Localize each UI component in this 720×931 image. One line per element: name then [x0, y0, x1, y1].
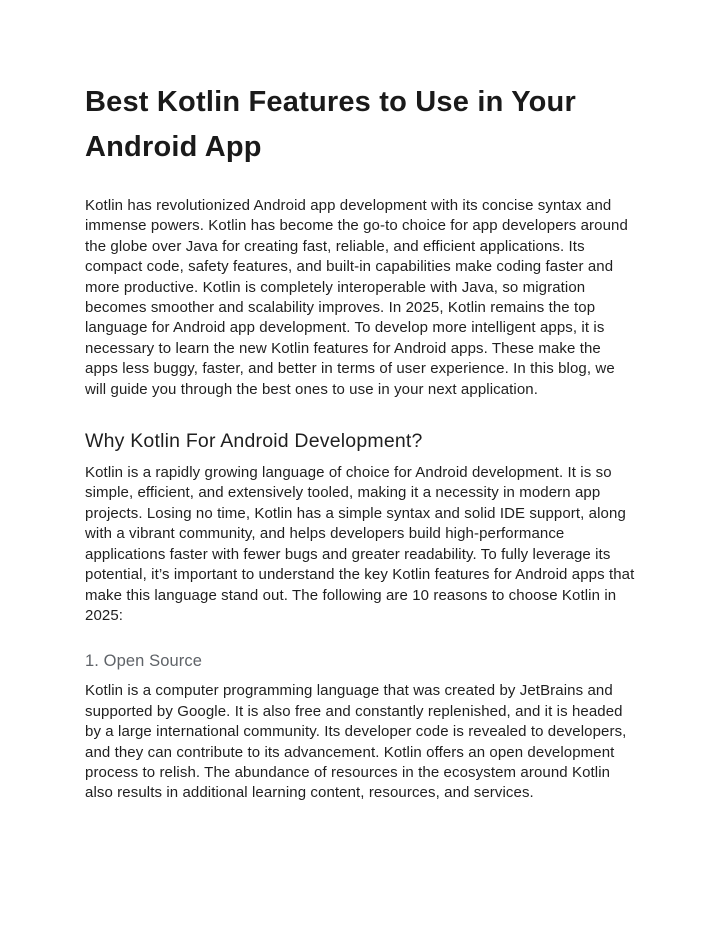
section-heading-why-kotlin: Why Kotlin For Android Development?: [85, 430, 423, 453]
section-paragraph-open-source: Kotlin is a computer programming language that was created by JetBrains and supported by Google. It is also free and constantly replenished, and it is headed by a large international community. Its developer code is revealed to developers, and they can contribute to its advancement. Kotlin offers an open development process to relish. The abundance of resources in the ecosystem around Kotlin also results in additional learning content, resources, and services.: [85, 682, 627, 802]
page-title: Best Kotlin Features to Use in Your Android App: [85, 86, 576, 163]
section-paragraph-why-kotlin: Kotlin is a rapidly growing language of choice for Android development. It is so simple, efficient, and extensively tooled, making it a necessity in modern app projects. Losing no time, Kotlin has a simple syntax and solid IDE support, along with a vibrant community, and helps developers build high-performance applications faster with fewer bugs and greater readability. To fully leverage its potential, it’s important to understand the key Kotlin features for Android apps that make this language stand out. The following are 10 reasons to choose Kotlin in 2025:: [85, 464, 635, 624]
section-heading-open-source: 1. Open Source: [85, 652, 202, 671]
intro-paragraph: Kotlin has revolutionized Android app development with its concise syntax and immense powers. Kotlin has become the go-to choice for app developers around the globe over Java for creating fast, reliable, and efficient applications. Its compact code, safety features, and built-in capabilities make coding faster and more productive. Kotlin is completely interoperable with Java, so migration becomes smoother and scalability improves. In 2025, Kotlin remains the top language for Android app development. To develop more intelligent apps, it is necessary to learn the new Kotlin features for Android apps. These make the apps less buggy, faster, and better in terms of user experience. In this blog, we will guide you through the best ones to use in your next application.: [85, 197, 628, 398]
